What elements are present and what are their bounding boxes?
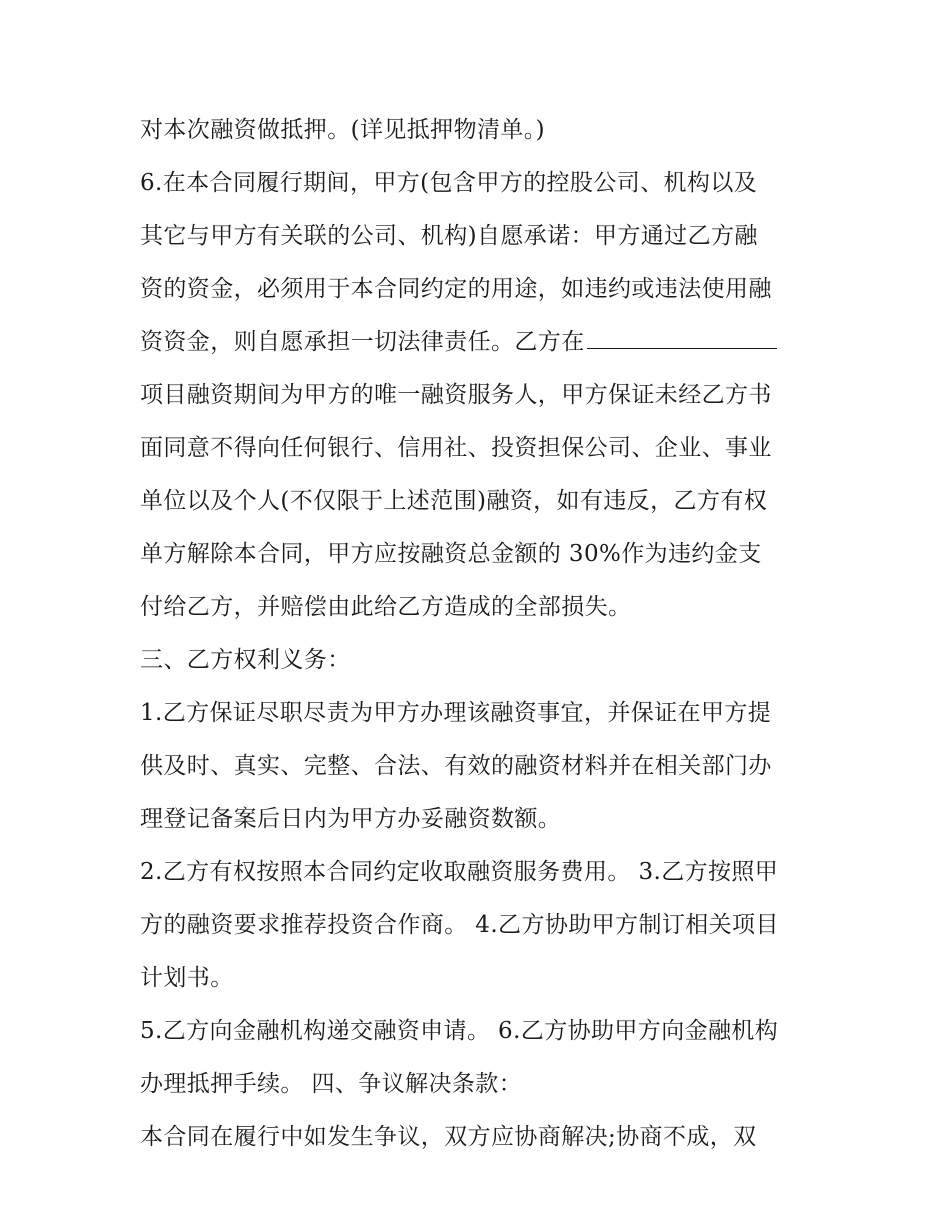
text-line: 理登记备案后日内为甲方办妥融资数额。: [140, 806, 562, 832]
text-line: 面同意不得向任何银行、信用社、投资担保公司、企业、事业: [140, 435, 772, 461]
text-line-prefix: 资资金，则自愿承担一切法律责任。乙方在: [140, 329, 585, 355]
text-line-with-blank: [140, 316, 820, 369]
text-line: 6.在本合同履行期间，甲方(包含甲方的控股公司、机构以及: [140, 170, 758, 196]
text-line: 单方解除本合同，甲方应按融资总金额的 30%作为违约金支: [140, 541, 762, 567]
text-line: 办理抵押手续。 四、争议解决条款：: [140, 1071, 523, 1097]
text-line: 项目融资期间为甲方的唯一融资服务人，甲方保证未经乙方书: [140, 382, 772, 408]
text-line: 其它与甲方有关联的公司、机构)自愿承诺：甲方通过乙方融: [140, 223, 758, 249]
section-heading: 三、乙方权利义务：: [140, 647, 351, 673]
text-line: 2.乙方有权按照本合同约定收取融资服务费用。 3.乙方按照甲: [140, 859, 779, 885]
text-line: 计划书。: [140, 965, 234, 991]
text-line: 方的融资要求推荐投资合作商。 4.乙方协助甲方制订相关项目: [140, 912, 779, 938]
text-line: 付给乙方，并赔偿由此给乙方造成的全部损失。: [140, 594, 632, 620]
text-line: 供及时、真实、完整、合法、有效的融资材料并在相关部门办: [140, 753, 772, 779]
text-line: 1.乙方保证尽职尽责为甲方办理该融资事宜，并保证在甲方提: [140, 700, 772, 726]
text-line: 本合同在履行中如发生争议，双方应协商解决;协商不成，双: [140, 1124, 757, 1150]
text-line: 资的资金，必须用于本合同约定的用途，如违约或违法使用融: [140, 276, 772, 302]
text-line: 单位以及个人(不仅限于上述范围)融资，如有违反，乙方有权: [140, 488, 768, 514]
text-line: 对本次融资做抵押。(详见抵押物清单。): [140, 117, 546, 143]
document-body: [140, 104, 820, 1164]
fill-in-blank: [587, 328, 777, 349]
text-line: 5.乙方向金融机构递交融资申请。 6.乙方协助甲方向金融机构: [140, 1018, 779, 1044]
